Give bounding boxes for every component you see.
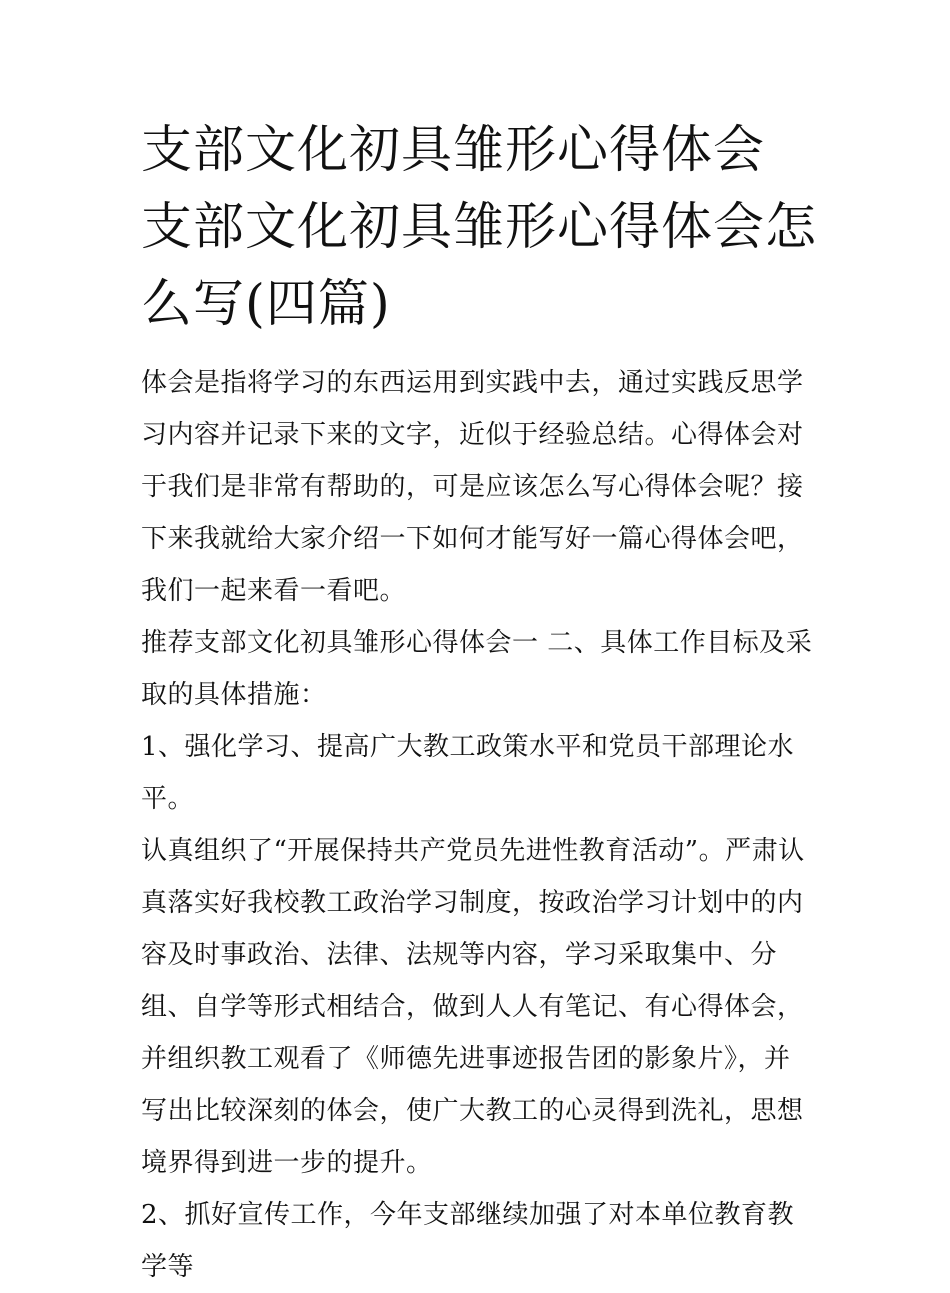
item-1-heading: 1、强化学习、提高广大教工政策水平和党员干部理论水平。	[141, 732, 795, 814]
intro-paragraph: 体会是指将学习的东西运用到实践中去，通过实践反思学习内容并记录下来的文字，近似于经验总结。心得体会对于我们是非常有帮助的，可是应该怎么写心得体会呢？接下来我就给大家介绍一下如何才能写好一篇心得体会吧，我们一起来看一看吧。	[141, 368, 804, 606]
recommend-paragraph: 推荐支部文化初具雏形心得体会一 二、具体工作目标及采取的具体措施：	[141, 628, 813, 710]
document-body	[141, 357, 813, 1293]
document-title: 支部文化初具雏形心得体会 支部文化初具雏形心得体会怎么写(四篇)	[141, 121, 818, 334]
item-2-paragraph: 2、抓好宣传工作，今年支部继续加强了对本单位教育教学等	[141, 1200, 795, 1282]
item-1-paragraph: 认真组织了“开展保持共产党员先进性教育活动”。严肃认真落实好我校教工政治学习制度，按政治学习计划中的内容及时事政治、法律、法规等内容，学习采取集中、分组、自学等形式相结合，做到人人有笔记、有心得体会，并组织教工观看了《师德先进事迹报告团的影象片》，并写出比较深刻的体会，使广大教工的心灵得到洗礼，思想境界得到进一步的提升。	[141, 836, 805, 1178]
